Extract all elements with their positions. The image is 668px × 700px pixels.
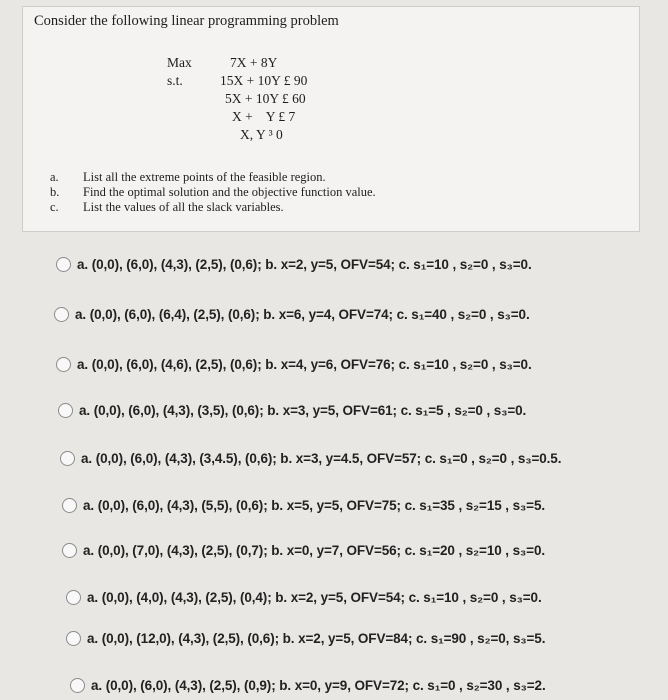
question-letter: a. bbox=[50, 170, 59, 184]
radio-button[interactable] bbox=[66, 590, 81, 605]
option-label: a. (0,0), (6,0), (6,4), (2,5), (0,6); b. x=6, y=4, OFV=74; c. s₁=40 , s₂=0 , s₃=0. bbox=[75, 307, 530, 322]
nonnegativity-constraint: X, Y ³ 0 bbox=[240, 127, 283, 142]
question-text: Find the optimal solution and the objective function value. bbox=[83, 185, 376, 199]
question-text: List all the extreme points of the feasible region. bbox=[83, 170, 326, 184]
radio-button[interactable] bbox=[54, 307, 69, 322]
radio-button[interactable] bbox=[70, 678, 85, 693]
radio-button[interactable] bbox=[56, 357, 71, 372]
max-label: Max bbox=[167, 55, 192, 70]
radio-button[interactable] bbox=[58, 403, 73, 418]
question-item bbox=[50, 200, 376, 215]
radio-button[interactable] bbox=[60, 451, 75, 466]
radio-button[interactable] bbox=[66, 631, 81, 646]
answer-option-4[interactable] bbox=[58, 403, 526, 418]
question-letter: c. bbox=[50, 200, 59, 214]
option-label: a. (0,0), (6,0), (4,3), (2,5), (0,6); b. x=2, y=5, OFV=54; c. s₁=10 , s₂=0 , s₃=0. bbox=[77, 257, 532, 272]
radio-button[interactable] bbox=[62, 498, 77, 513]
constraint-1: 15X + 10Y £ 90 bbox=[220, 73, 308, 88]
option-label: a. (0,0), (4,0), (4,3), (2,5), (0,4); b. x=2, y=5, OFV=54; c. s₁=10 , s₂=0 , s₃=0. bbox=[87, 590, 542, 605]
constraint-2: 5X + 10Y £ 60 bbox=[225, 91, 306, 106]
answer-option-7[interactable] bbox=[62, 543, 545, 558]
option-label: a. (0,0), (7,0), (4,3), (2,5), (0,7); b. x=0, y=7, OFV=56; c. s₁=20 , s₂=10 , s₃=0. bbox=[83, 543, 546, 558]
option-label: a. (0,0), (6,0), (4,3), (2,5), (0,9); b. x=0, y=9, OFV=72; c. s₁=0 , s₂=30 , s₃=2. bbox=[91, 678, 546, 693]
answer-option-2[interactable] bbox=[54, 307, 530, 322]
st-label: s.t. bbox=[167, 73, 183, 88]
option-label: a. (0,0), (6,0), (4,6), (2,5), (0,6); b. x=4, y=6, OFV=76; c. s₁=10 , s₂=0 , s₃=0. bbox=[77, 357, 532, 372]
answer-option-5[interactable] bbox=[60, 451, 561, 466]
answer-option-6[interactable] bbox=[62, 498, 545, 513]
answer-option-9[interactable] bbox=[66, 631, 545, 646]
problem-title: Consider the following linear programming problem bbox=[34, 13, 339, 29]
option-label: a. (0,0), (6,0), (4,3), (5,5), (0,6); b. x=5, y=5, OFV=75; c. s₁=35 , s₂=15 , s₃=5. bbox=[83, 498, 546, 513]
question-letter: b. bbox=[50, 185, 60, 199]
question-list bbox=[50, 170, 376, 215]
answer-option-8[interactable] bbox=[66, 590, 542, 605]
question-item bbox=[50, 185, 376, 200]
radio-button[interactable] bbox=[62, 543, 77, 558]
constraint-3: X + Y £ 7 bbox=[232, 109, 296, 124]
question-text: List the values of all the slack variables. bbox=[83, 200, 284, 214]
answer-option-1[interactable] bbox=[56, 257, 532, 272]
option-label: a. (0,0), (6,0), (4,3), (3,4.5), (0,6); b. x=3, y=4.5, OFV=57; c. s₁=0 , s₂=0 , s₃=0.5. bbox=[81, 451, 562, 466]
question-item bbox=[50, 170, 376, 185]
option-label: a. (0,0), (6,0), (4,3), (3,5), (0,6); b. x=3, y=5, OFV=61; c. s₁=5 , s₂=0 , s₃=0. bbox=[79, 403, 527, 418]
objective-function: 7X + 8Y bbox=[230, 55, 278, 70]
answer-option-10[interactable] bbox=[70, 678, 546, 693]
option-label: a. (0,0), (12,0), (4,3), (2,5), (0,6); b. x=2, y=5, OFV=84; c. s₁=90 , s₂=0, s₃=5. bbox=[87, 631, 546, 646]
answer-option-3[interactable] bbox=[56, 357, 532, 372]
radio-button[interactable] bbox=[56, 257, 71, 272]
